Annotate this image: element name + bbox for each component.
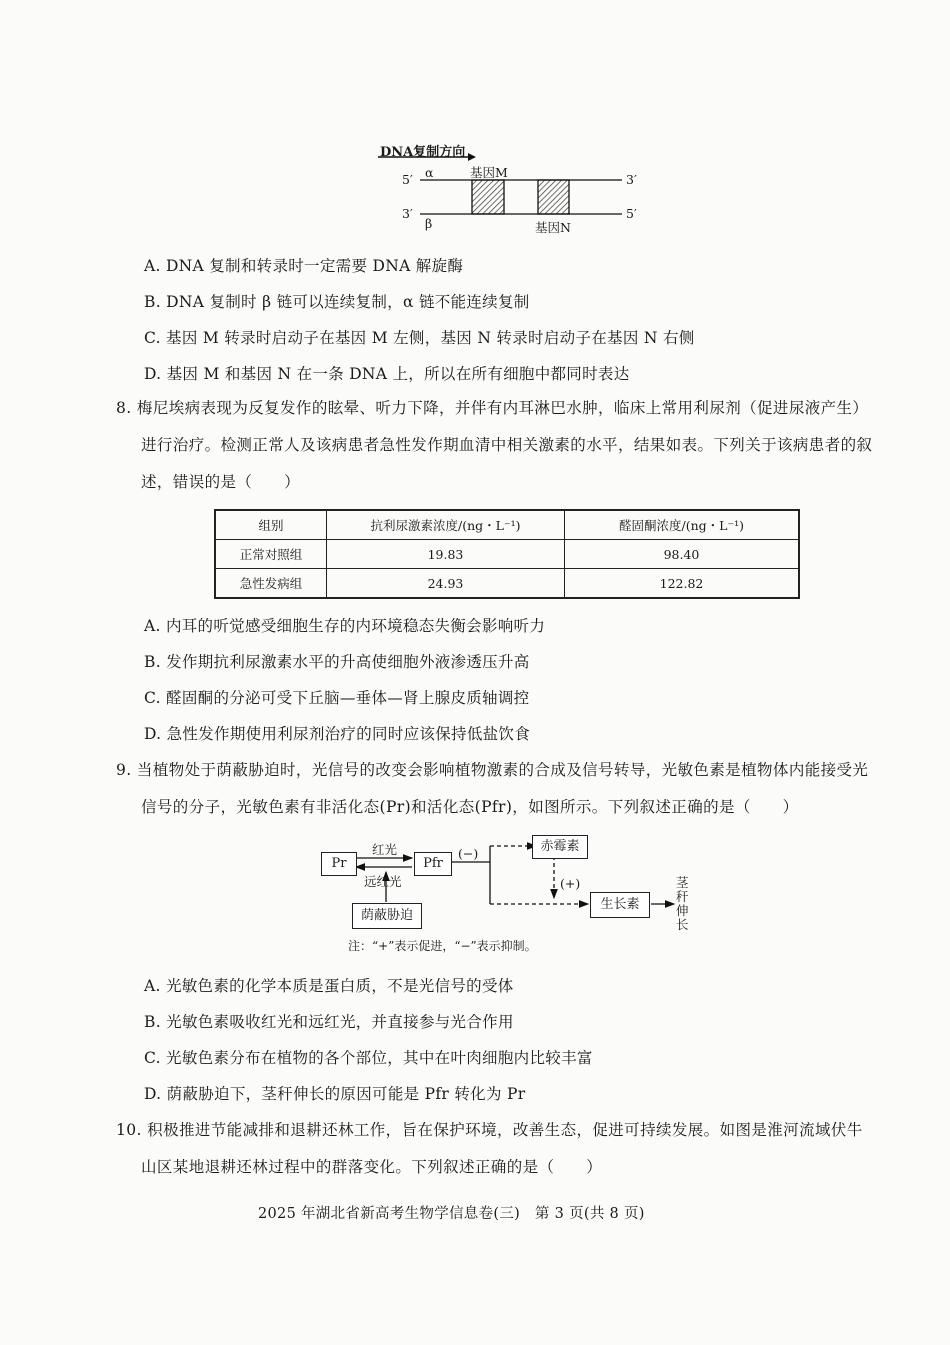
gene-n-block [538,180,569,214]
q9-option-d: D. 荫蔽胁迫下，茎秆伸长的原因可能是 Pfr 转化为 Pr [144,1085,526,1103]
promote-label: (+) [560,876,581,891]
bottom-right-end: 5′ [626,206,637,221]
table-cell: 急性发病组 [215,569,327,599]
table-cell: 98.40 [565,540,800,569]
table-row [215,569,799,599]
q7-option-c: C. 基因 M 转录时启动子在基因 M 左侧，基因 N 转录时启动子在基因 N 右侧 [144,329,695,347]
table-header-row [215,510,799,540]
q9-stem [116,752,878,826]
gibberellin-box: 赤霉素 [532,835,588,859]
table-header: 醛固酮浓度/(ng・L⁻¹) [565,510,800,540]
gene-m-label: 基因M [470,165,508,180]
gene-m-block [472,180,504,214]
q9-option-c: C. 光敏色素分布在植物的各个部位，其中在叶肉细胞内比较丰富 [144,1049,593,1067]
bottom-left-end: 3′ [402,206,413,221]
q8-stem-text: 8. 梅尼埃病表现为反复发作的眩晕、听力下降，并伴有内耳淋巴水肿，临床上常用利尿剂（促进尿液产生）进行治疗。检测正常人及该病患者急性发作期血清中相关激素的水平，结果如表。下列关于该病患者的叙述，错误的是（ ） [116,399,873,491]
stem-elongation-label: 茎秆伸长 [676,875,689,932]
far-red-light-label: 远红光 [364,874,402,889]
table-cell: 122.82 [565,569,800,599]
table-cell: 24.93 [327,569,565,599]
q8-option-a: A. 内耳的听觉感受细胞生存的内环境稳态失衡会影响听力 [144,617,546,635]
table-cell: 正常对照组 [215,540,327,569]
q10-stem [116,1112,878,1186]
page-footer: 2025 年湖北省新高考生物学信息卷(三) 第 3 页(共 8 页) [258,1206,645,1222]
auxin-box: 生长素 [590,892,650,918]
red-light-label: 红光 [372,842,398,857]
dna-direction-label: DNA复制方向 [380,145,466,160]
q8-stem [116,390,876,501]
pfr-box: Pfr [414,852,452,876]
direction-arrow-head [468,153,476,161]
inhibit-label: (−) [458,846,479,861]
beta-label: β [425,216,433,231]
shade-stress-box: 荫蔽胁迫 [352,903,422,929]
table-header: 抗利尿激素浓度/(ng・L⁻¹) [327,510,565,540]
q7-option-d: D. 基因 M 和基因 N 在一条 DNA 上，所以在所有细胞中都同时表达 [144,365,630,383]
pr-box: Pr [321,852,357,876]
top-right-end: 3′ [626,172,637,187]
gene-n-label: 基因N [535,220,571,235]
q8-option-d: D. 急性发作期使用利尿剂治疗的同时应该保持低盐饮食 [144,725,531,743]
q9-option-a: A. 光敏色素的化学本质是蛋白质，不是光信号的受体 [144,977,514,995]
q8-option-b: B. 发作期抗利尿激素水平的升高使细胞外液渗透压升高 [144,653,530,671]
alpha-label: α [425,165,434,180]
q7-option-a: A. DNA 复制和转录时一定需要 DNA 解旋酶 [144,257,464,275]
q9-stem-text: 9. 当植物处于荫蔽胁迫时，光信号的改变会影响植物激素的合成及信号转导，光敏色素是植物体内能接受光信号的分子，光敏色素有非活化态(Pr)和活化态(Pfr)，如图所示。下列叙述正确的是（ ） [116,761,869,816]
q9-option-b: B. 光敏色素吸收红光和远红光，并直接参与光合作用 [144,1013,514,1031]
hormone-table [214,509,800,599]
top-left-end: 5′ [402,172,413,187]
q8-option-c: C. 醛固酮的分泌可受下丘脑—垂体—肾上腺皮质轴调控 [144,689,530,707]
table-row [215,540,799,569]
table-header: 组别 [215,510,327,540]
table-cell: 19.83 [327,540,565,569]
q7-option-b: B. DNA 复制时 β 链可以连续复制，α 链不能连续复制 [144,293,530,311]
q10-stem-text: 10. 积极推进节能减排和退耕还林工作，旨在保护环境，改善生态，促进可持续发展。如图是淮河流域伏牛山区某地退耕还林过程中的群落变化。下列叙述正确的是（ ） [116,1121,863,1176]
figure-note: 注：“+”表示促进，“−”表示抑制。 [348,939,537,953]
